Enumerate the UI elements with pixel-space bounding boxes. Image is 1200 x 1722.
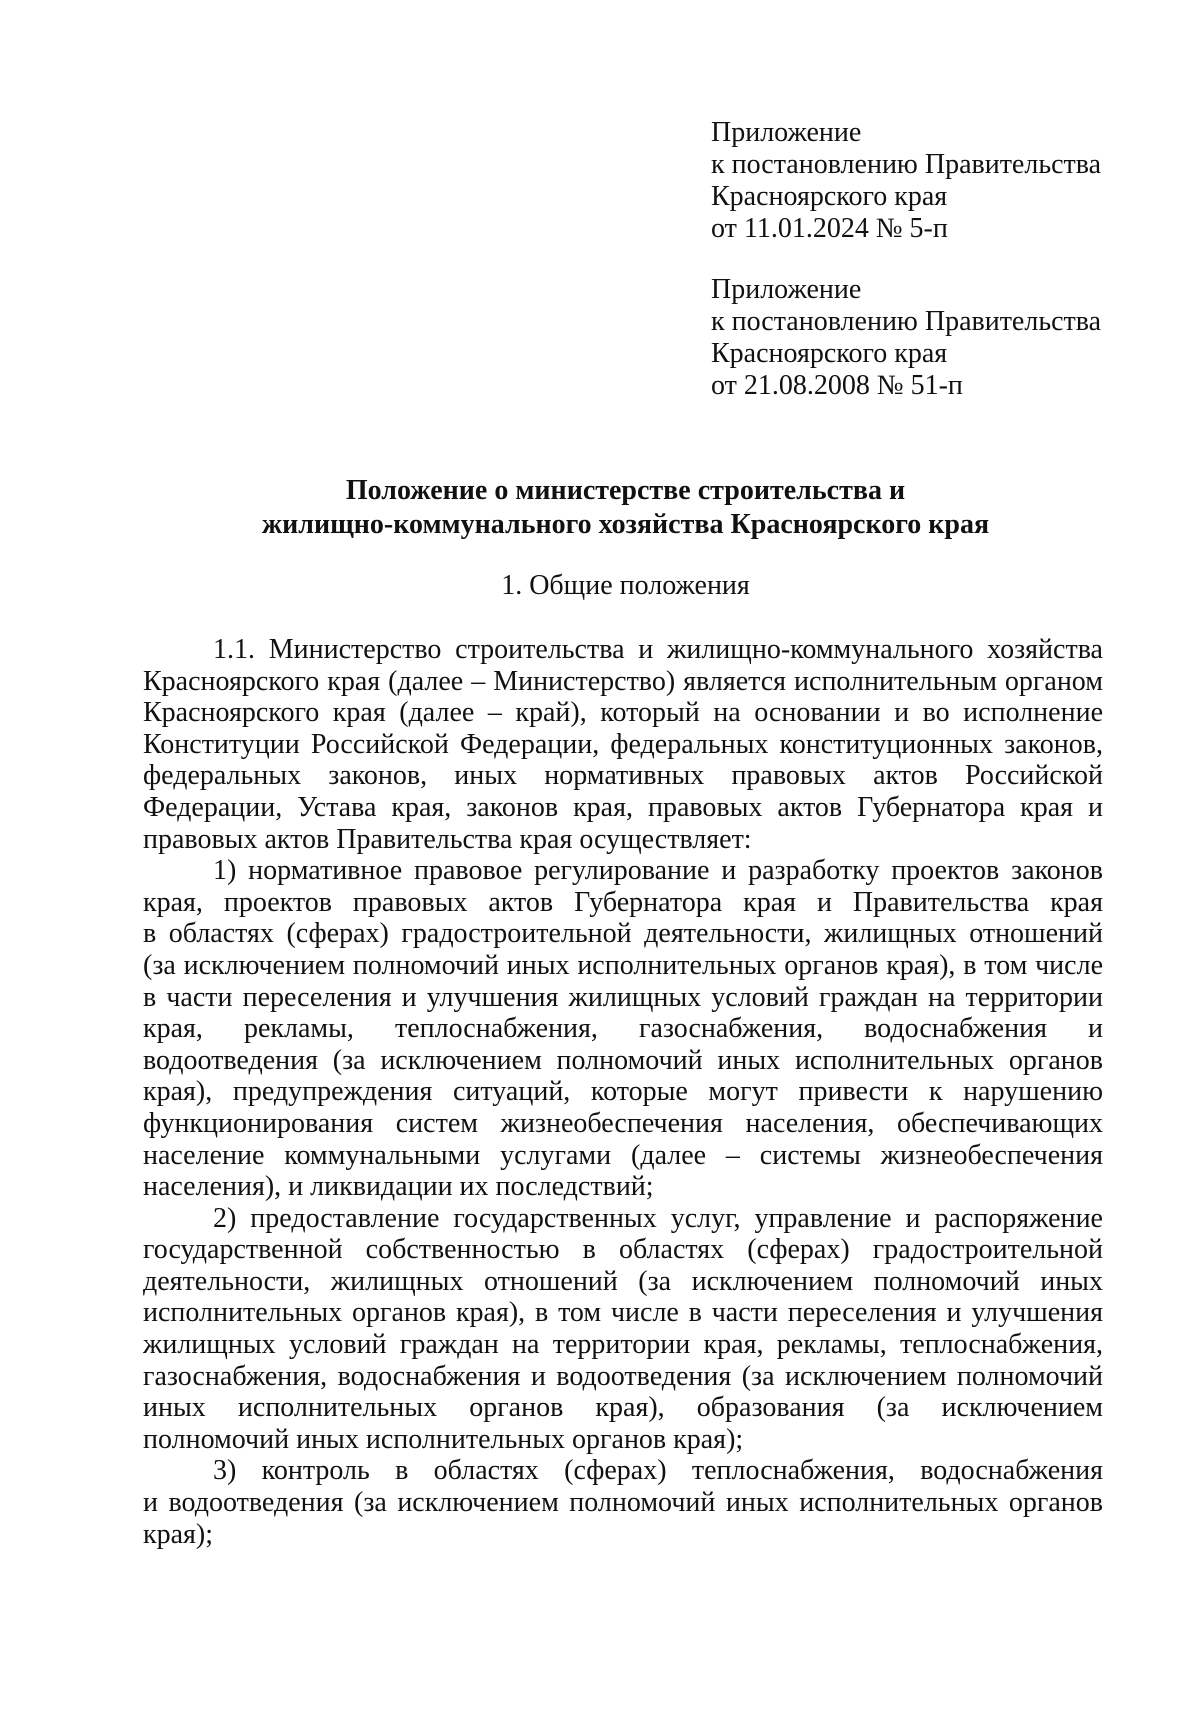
text-line: 2) предоставление государственных услуг, управление и распоряжение xyxy=(213,1202,1103,1234)
text-line: федеральных законов, иных нормативных правовых актов Российской xyxy=(143,760,1103,792)
text-line: иных исполнительных органов края), образования (за исключением xyxy=(143,1392,1103,1424)
text-line: края); xyxy=(143,1518,214,1550)
text-line: функционирования систем жизнеобеспечения населения, обеспечивающих xyxy=(143,1107,1103,1139)
text-line: края, рекламы, теплоснабжения, газоснабжения, водоснабжения и xyxy=(143,1013,1103,1045)
appendix-line: Приложение xyxy=(711,117,862,148)
text-line: полномочий иных исполнительных органов края); xyxy=(143,1423,744,1455)
text-line: деятельности, жилищных отношений (за исключением полномочий иных xyxy=(143,1265,1103,1297)
list-item-2 xyxy=(143,1203,1103,1456)
appendix-date-line: от 21.08.2008 № 51-п xyxy=(711,370,963,401)
text-line: правовых актов Правительства края осуществляет: xyxy=(143,823,752,855)
text-line: в части переселения и улучшения жилищных условий граждан на территории xyxy=(143,981,1103,1013)
text-line: исполнительных органов края), в том числе в части переселения и улучшения xyxy=(143,1297,1103,1329)
appendix-header-current xyxy=(711,117,1101,245)
text-line: государственной собственностью в областях (сферах) градостроительной xyxy=(143,1234,1103,1266)
text-line: Конституции Российской Федерации, федеральных конституционных законов, xyxy=(143,728,1103,760)
text-line: и водоотведения (за исключением полномочий иных исполнительных органов xyxy=(143,1487,1103,1519)
text-line: Красноярского края (далее – край), который на основании и во исполнение xyxy=(143,697,1103,729)
appendix-line: Красноярского края xyxy=(711,338,948,369)
text-line: водоотведения (за исключением полномочий иных исполнительных органов xyxy=(143,1044,1103,1076)
title-line: Положение о министерстве строительства и xyxy=(345,475,906,506)
appendix-line: Красноярского края xyxy=(711,181,948,212)
text-line: 1.1. Министерство строительства и жилищно-коммунального хозяйства xyxy=(213,634,1103,665)
document-title xyxy=(143,474,1108,542)
appendix-line: к постановлению Правительства xyxy=(711,149,1102,180)
text-line: Федерации, Устава края, законов края, правовых актов Губернатора края и xyxy=(143,791,1103,823)
text-line: населения), и ликвидации их последствий; xyxy=(143,1171,654,1203)
text-line: население коммунальными услугами (далее – системы жизнеобеспечения xyxy=(143,1139,1103,1171)
text-line: 1) нормативное правовое регулирование и разработку проектов законов xyxy=(213,855,1103,887)
text-line: Красноярского края (далее – Министерство) является исполнительным органом xyxy=(143,665,1103,697)
appendix-line: к постановлению Правительства xyxy=(711,306,1102,337)
appendix-date-line: от 11.01.2024 № 5-п xyxy=(711,213,948,244)
title-line: жилищно-коммунального хозяйства Красноярского края xyxy=(261,509,990,540)
paragraph-1-1 xyxy=(143,634,1103,855)
list-item-3 xyxy=(143,1455,1103,1550)
text-line: 3) контроль в областях (сферах) теплоснабжения, водоснабжения xyxy=(213,1455,1103,1487)
text-line: в областях (сферах) градостроительной деятельности, жилищных отношений xyxy=(143,918,1103,950)
appendix-header-original xyxy=(711,274,1101,402)
document-body xyxy=(143,634,1103,1550)
text-line: (за исключением полномочий иных исполнительных органов края), в том числе xyxy=(143,949,1103,981)
text-line: края), предупреждения ситуаций, которые могут привести к нарушению xyxy=(143,1076,1103,1108)
text-line: газоснабжения, водоснабжения и водоотведения (за исключением полномочий xyxy=(143,1360,1103,1392)
text-line: края, проектов правовых актов Губернатора края и Правительства края xyxy=(143,886,1103,918)
text-line: жилищных условий граждан на территории края, рекламы, теплоснабжения, xyxy=(143,1329,1103,1361)
section-heading: 1. Общие положения xyxy=(501,570,750,601)
list-item-1 xyxy=(143,855,1103,1203)
appendix-line: Приложение xyxy=(711,274,862,305)
